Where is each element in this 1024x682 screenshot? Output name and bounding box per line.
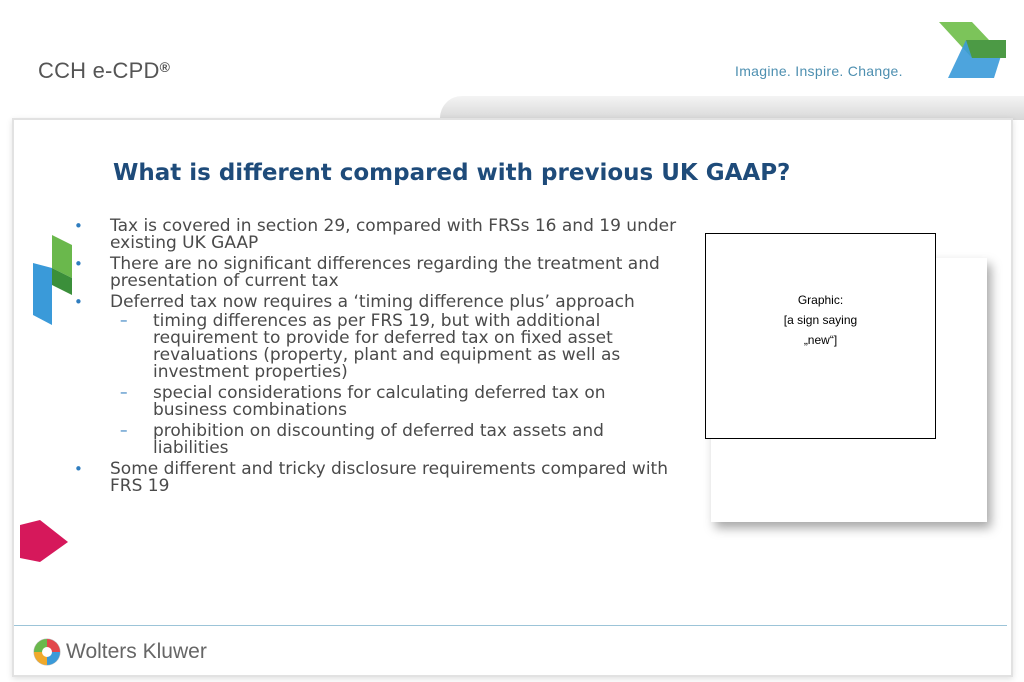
header-tab <box>440 96 1024 120</box>
list-item <box>68 294 678 457</box>
footer-logo <box>32 637 207 667</box>
wolters-kluwer-globe-icon <box>32 637 62 667</box>
graphic-caption <box>784 290 857 350</box>
list-item: • Tax is covered in section 29, compared with FRSs 16 and 19 under existing UK GAAP <box>68 218 678 252</box>
tagline: Imagine. Inspire. Change. <box>735 63 903 79</box>
registered-mark: ® <box>159 59 171 75</box>
graphic-line: Graphic: <box>797 293 844 307</box>
magenta-arrow-icon <box>20 520 70 565</box>
corner-logo-icon <box>914 0 1024 90</box>
list-item: • There are no significant differences regarding the treatment and presentation of current tax <box>68 256 678 290</box>
list-item: • Some different and tricky disclosure requirements compared with FRS 19 <box>68 461 678 495</box>
graphic-line: [a sign saying <box>783 313 858 327</box>
footer-divider <box>14 625 1007 626</box>
brand-name: CCH e-CPD <box>38 58 160 83</box>
sub-bullet-list <box>110 313 678 457</box>
sub-list-item: – prohibition on discounting of deferred tax assets and liabilities <box>110 423 678 457</box>
slide-title: What is different compared with previous UK GAAP? <box>113 160 791 186</box>
sub-list-item: – timing differences as per FRS 19, but with additional requirement to provide for deferred tax on fixed asset revaluations (property, plant and equipment as well as investment properties) <box>110 313 678 381</box>
bullet-list <box>68 218 678 499</box>
sub-list-item: – special considerations for calculating deferred tax on business combinations <box>110 385 678 419</box>
graphic-placeholder <box>705 233 936 439</box>
brand-logo-text <box>38 58 170 84</box>
list-item-text: Deferred tax now requires a ‘timing difference plus’ approach <box>110 292 635 312</box>
graphic-line: „new“] <box>803 333 838 347</box>
company-name: Wolters Kluwer <box>66 640 207 663</box>
